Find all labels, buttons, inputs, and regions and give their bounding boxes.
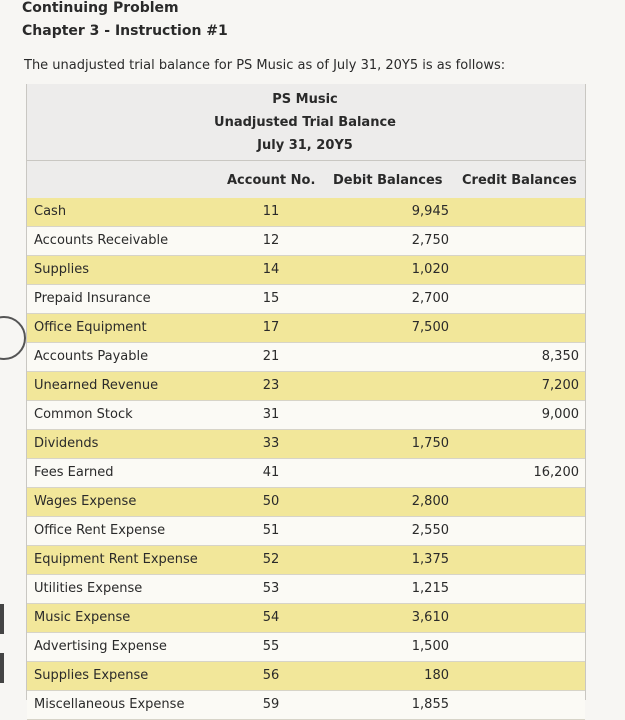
trial-balance-table <box>26 84 586 712</box>
cell-debit: 3,610 <box>411 610 449 625</box>
cell-debit: 9,945 <box>411 204 449 219</box>
cell-credit: 8,350 <box>541 349 579 364</box>
table-row <box>27 517 585 546</box>
cell-account-name: Accounts Payable <box>34 349 149 364</box>
cell-debit: 180 <box>424 668 449 683</box>
table-row <box>27 604 585 633</box>
cell-debit: 1,375 <box>411 552 449 567</box>
cell-account-name: Music Expense <box>34 610 131 625</box>
table-body <box>27 198 585 720</box>
cell-account-name: Cash <box>34 204 67 219</box>
cell-account-no: 55 <box>262 639 280 654</box>
intro-text: The unadjusted trial balance for PS Music as of July 31, 20Y5 is as follows: <box>24 58 506 73</box>
cell-account-no: 53 <box>262 581 280 596</box>
cell-debit: 2,700 <box>411 291 449 306</box>
cell-debit: 7,500 <box>411 320 449 335</box>
cell-account-no: 15 <box>262 291 280 306</box>
table-row <box>27 372 585 401</box>
cell-credit: 7,200 <box>541 378 579 393</box>
table-row <box>27 256 585 285</box>
cell-credit: 16,200 <box>533 465 579 480</box>
problem-heading: Continuing Problem <box>22 0 179 16</box>
cell-account-no: 14 <box>262 262 280 277</box>
page-edge-mark <box>0 653 4 683</box>
cell-account-no: 54 <box>262 610 280 625</box>
cell-account-name: Miscellaneous Expense <box>34 697 185 712</box>
table-row <box>27 285 585 314</box>
cell-account-name: Advertising Expense <box>34 639 167 654</box>
table-row <box>27 633 585 662</box>
cell-account-no: 41 <box>262 465 280 480</box>
cell-account-name: Dividends <box>34 436 99 451</box>
column-header-debit: Debit Balances <box>333 173 443 188</box>
table-row <box>27 343 585 372</box>
table-row <box>27 401 585 430</box>
report-date: July 31, 20Y5 <box>257 138 353 153</box>
cell-account-name: Accounts Receivable <box>34 233 169 248</box>
cell-account-no: 31 <box>262 407 280 422</box>
table-row <box>27 430 585 459</box>
cell-debit: 2,550 <box>411 523 449 538</box>
cell-debit: 1,500 <box>411 639 449 654</box>
cell-account-no: 17 <box>262 320 280 335</box>
cell-account-no: 56 <box>262 668 280 683</box>
table-header-row <box>27 160 585 201</box>
cell-account-name: Office Equipment <box>34 320 147 335</box>
cell-account-no: 51 <box>262 523 280 538</box>
cell-debit: 2,800 <box>411 494 449 509</box>
table-row <box>27 227 585 256</box>
table-row <box>27 459 585 488</box>
cell-account-no: 23 <box>262 378 280 393</box>
column-header-account-no: Account No. <box>227 173 316 188</box>
cell-account-no: 12 <box>262 233 280 248</box>
cell-account-name: Fees Earned <box>34 465 114 480</box>
cell-account-name: Utilities Expense <box>34 581 143 596</box>
cell-account-no: 50 <box>262 494 280 509</box>
cell-debit: 1,020 <box>411 262 449 277</box>
cell-debit: 1,215 <box>411 581 449 596</box>
cell-account-name: Common Stock <box>34 407 133 422</box>
cell-account-no: 21 <box>262 349 280 364</box>
table-row <box>27 314 585 343</box>
cell-account-name: Supplies <box>34 262 89 277</box>
company-name: PS Music <box>272 92 338 107</box>
cell-account-no: 59 <box>262 697 280 712</box>
cell-account-name: Office Rent Expense <box>34 523 166 538</box>
table-row <box>27 691 585 720</box>
cell-account-name: Wages Expense <box>34 494 137 509</box>
table-row <box>27 488 585 517</box>
table-row <box>27 662 585 691</box>
cell-account-no: 33 <box>262 436 280 451</box>
instruction-heading: Chapter 3 - Instruction #1 <box>22 23 228 39</box>
cell-debit: 1,750 <box>411 436 449 451</box>
cell-account-name: Prepaid Insurance <box>34 291 151 306</box>
cell-account-name: Equipment Rent Expense <box>34 552 198 567</box>
page-edge-circle <box>0 316 26 360</box>
table-row <box>27 546 585 575</box>
column-header-credit: Credit Balances <box>462 173 577 188</box>
report-name: Unadjusted Trial Balance <box>214 115 396 130</box>
cell-debit: 2,750 <box>411 233 449 248</box>
cell-debit: 1,855 <box>411 697 449 712</box>
page-edge-mark <box>0 604 4 634</box>
cell-account-name: Supplies Expense <box>34 668 149 683</box>
cell-account-no: 11 <box>262 204 280 219</box>
cell-account-no: 52 <box>262 552 280 567</box>
cell-account-name: Unearned Revenue <box>34 378 159 393</box>
table-row <box>27 575 585 604</box>
cell-credit: 9,000 <box>541 407 579 422</box>
table-row <box>27 198 585 227</box>
